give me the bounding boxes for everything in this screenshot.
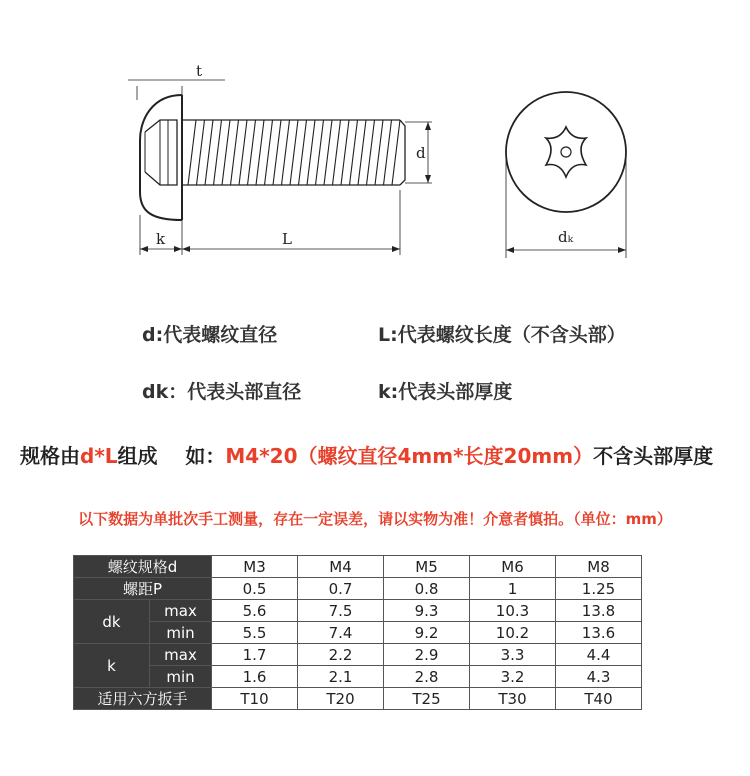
thread-line	[282, 120, 290, 185]
measurement-notice: 以下数据为单批次手工测量，存在一定误差，请以实物为准！介意者慎拍。（单位：mm）	[78, 510, 672, 528]
header-wrench: 适用六方扳手	[74, 688, 212, 710]
thread-line	[316, 120, 324, 185]
thread-line	[299, 120, 307, 185]
k-min-cell: 2.8	[384, 666, 470, 688]
k-min-cell: 2.1	[298, 666, 384, 688]
dk-max-cell: 10.3	[470, 600, 556, 622]
table-row	[74, 622, 642, 644]
table-row	[74, 644, 642, 666]
pitch-cell: 0.8	[384, 578, 470, 600]
thread-line	[350, 120, 358, 185]
thread-line	[265, 120, 273, 185]
pitch-cell: 0.7	[298, 578, 384, 600]
wrench-cell: T30	[470, 688, 556, 710]
wrench-cell: T10	[212, 688, 298, 710]
thread-line	[205, 120, 213, 185]
table-row	[74, 578, 642, 600]
thread-line	[358, 120, 366, 185]
header-thread-size: 螺纹规格d	[74, 556, 212, 578]
thread-line	[248, 120, 256, 185]
dk-min-cell: 10.2	[470, 622, 556, 644]
wrench-cell: T25	[384, 688, 470, 710]
dk-min-cell: 5.5	[212, 622, 298, 644]
table-row	[74, 688, 642, 710]
thread-line	[392, 120, 400, 185]
size-cell: M5	[384, 556, 470, 578]
dimension-label-dk: dₖ	[558, 228, 574, 246]
dk-max-cell: 5.6	[212, 600, 298, 622]
k-min-cell: 3.2	[470, 666, 556, 688]
spec-middle: 组成 如：	[117, 444, 226, 468]
header-dk: dk	[74, 600, 150, 644]
table-row	[74, 556, 642, 578]
table-row	[74, 666, 642, 688]
header-dk-max: max	[150, 600, 212, 622]
size-cell: M6	[470, 556, 556, 578]
k-max-cell: 2.9	[384, 644, 470, 666]
header-k-max: max	[150, 644, 212, 666]
dk-max-cell: 13.8	[556, 600, 642, 622]
dk-min-cell: 9.2	[384, 622, 470, 644]
thread-line	[231, 120, 239, 185]
size-cell: M3	[212, 556, 298, 578]
thread-line	[239, 120, 247, 185]
header-k-min: min	[150, 666, 212, 688]
k-max-cell: 3.3	[470, 644, 556, 666]
legend-L: L:代表螺纹长度（不含头部）	[378, 324, 626, 346]
pitch-cell: 1.25	[556, 578, 642, 600]
header-k: k	[74, 644, 150, 688]
header-pitch: 螺距P	[74, 578, 212, 600]
spec-example: M4*20（螺纹直径4mm*长度20mm）	[225, 444, 594, 468]
legend-d: d:代表螺纹直径	[142, 324, 278, 346]
dimension-label-L: L	[282, 230, 292, 248]
thread-line	[333, 120, 341, 185]
dimension-label-k: k	[156, 230, 166, 248]
thread-line	[384, 120, 392, 185]
thread-line	[341, 120, 349, 185]
thread-line	[256, 120, 264, 185]
thread-line	[273, 120, 281, 185]
dimension-label-t: t	[196, 62, 203, 80]
legend-k: k:代表头部厚度	[378, 381, 513, 403]
thread-line	[222, 120, 230, 185]
thread-line	[324, 120, 332, 185]
k-min-cell: 4.3	[556, 666, 642, 688]
spec-table	[73, 555, 642, 710]
thread-line	[375, 120, 383, 185]
screw-technical-drawing	[0, 0, 750, 290]
pitch-cell: 1	[470, 578, 556, 600]
size-cell: M8	[556, 556, 642, 578]
k-min-cell: 1.6	[212, 666, 298, 688]
spec-suffix: 不含头部厚度	[593, 444, 714, 468]
size-cell: M4	[298, 556, 384, 578]
wrench-cell: T20	[298, 688, 384, 710]
pitch-cell: 0.5	[212, 578, 298, 600]
thread-line	[197, 120, 205, 185]
k-max-cell: 4.4	[556, 644, 642, 666]
k-max-cell: 2.2	[298, 644, 384, 666]
k-max-cell: 1.7	[212, 644, 298, 666]
spec-formula: d*L	[80, 444, 118, 468]
thread-line	[214, 120, 222, 185]
thread-line	[290, 120, 298, 185]
dimension-label-d: d	[416, 144, 426, 162]
header-dk-min: min	[150, 622, 212, 644]
thread-line	[307, 120, 315, 185]
legend-dk: dk：代表头部直径	[142, 381, 302, 403]
spec-explanation	[20, 440, 713, 469]
thread-line	[188, 120, 196, 185]
dk-min-cell: 13.6	[556, 622, 642, 644]
dk-min-cell: 7.4	[298, 622, 384, 644]
wrench-cell: T40	[556, 688, 642, 710]
thread-line	[367, 120, 375, 185]
spec-prefix: 规格由	[20, 444, 80, 468]
dk-max-cell: 7.5	[298, 600, 384, 622]
dk-max-cell: 9.3	[384, 600, 470, 622]
table-row	[74, 600, 642, 622]
